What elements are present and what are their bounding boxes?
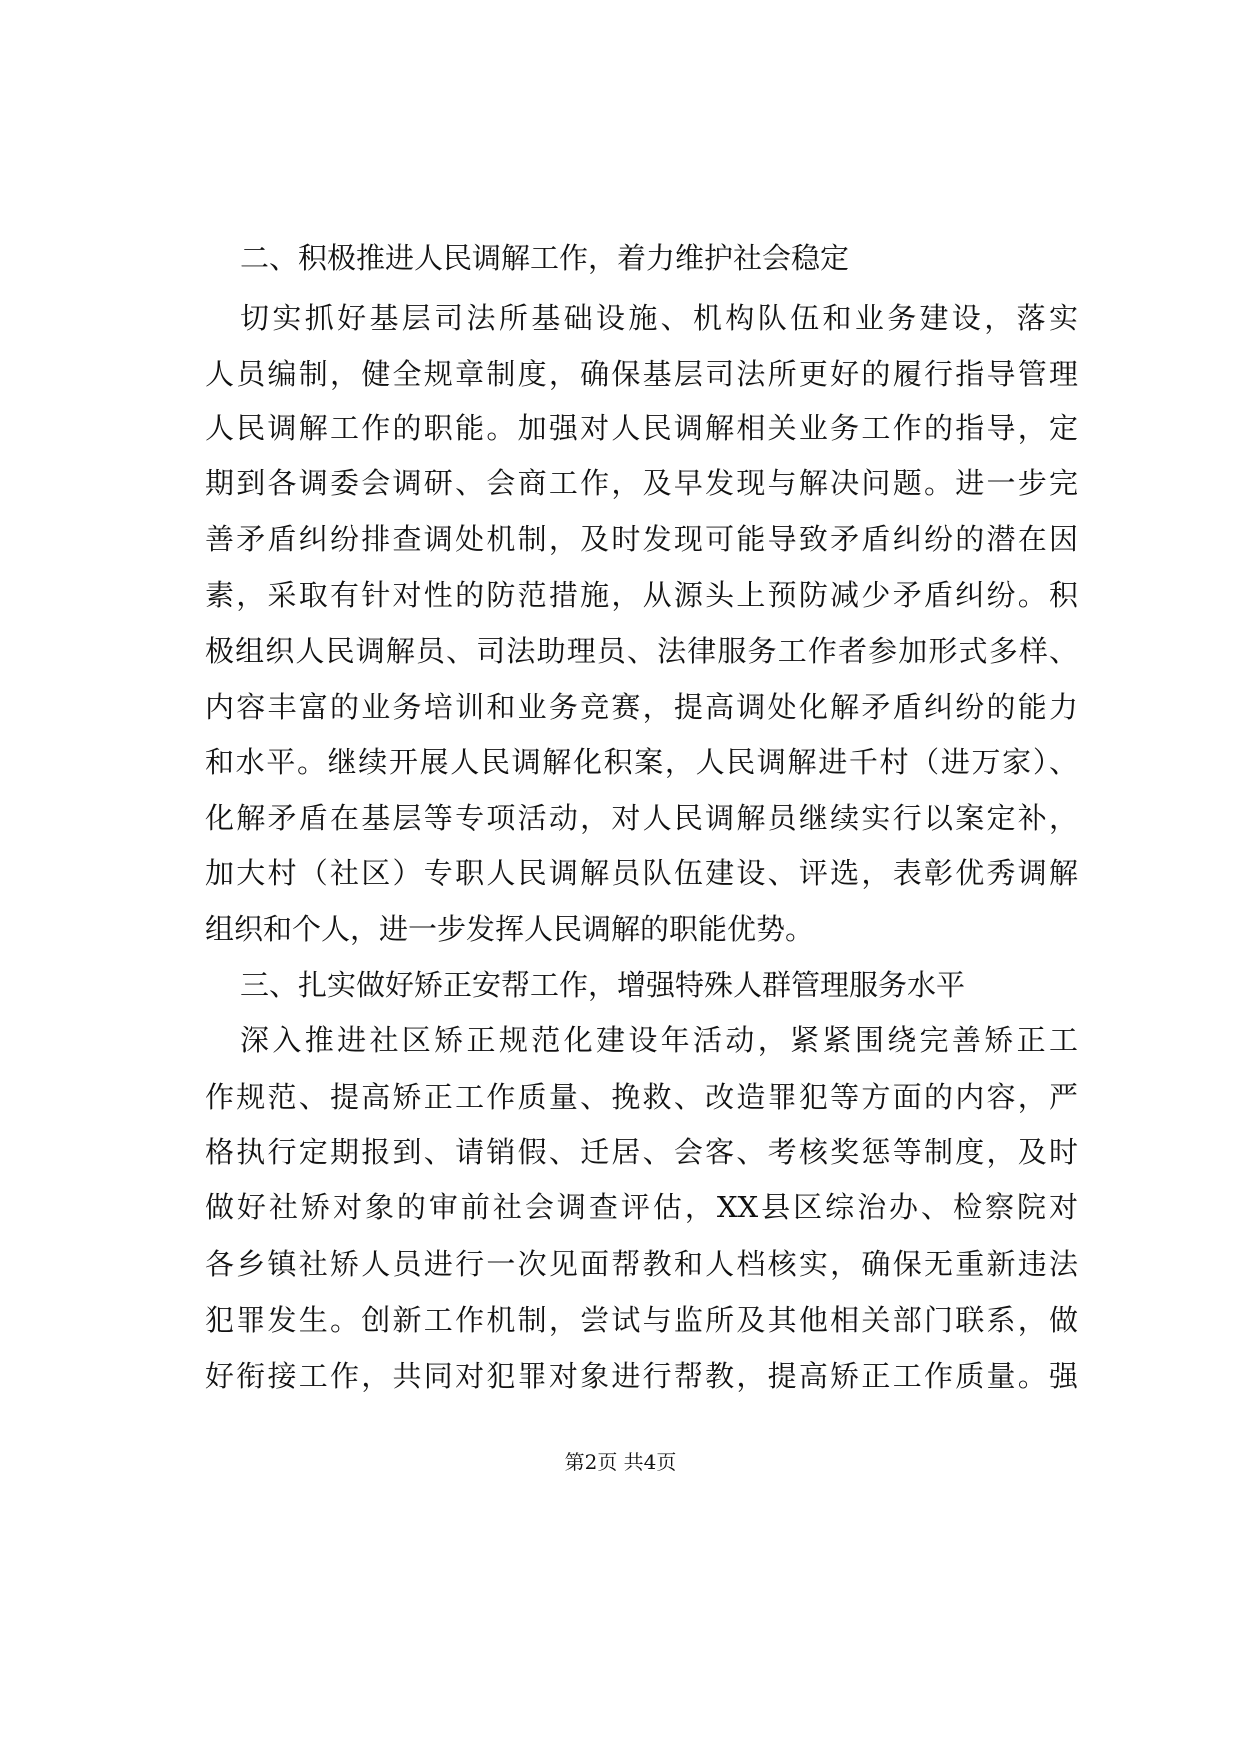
paragraph-line: 切实抓好基层司法所基础设施、机构队伍和业务建设，落实: [240, 301, 1078, 335]
paragraph-line: 加大村（社区）专职人民调解员队伍建设、评选，表彰优秀调解: [205, 856, 1078, 890]
paragraph-line: 犯罪发生。创新工作机制，尝试与监所及其他相关部门联系，做: [205, 1303, 1078, 1337]
section-heading: 二、积极推进人民调解工作，着力维护社会稳定: [240, 241, 850, 275]
paragraph-line: 化解矛盾在基层等专项活动，对人民调解员继续实行以案定补，: [205, 801, 1078, 835]
paragraph-line: 各乡镇社矫人员进行一次见面帮教和人档核实，确保无重新违法: [205, 1247, 1078, 1281]
paragraph-line: 作规范、提高矫正工作质量、挽救、改造罪犯等方面的内容，严: [205, 1080, 1078, 1114]
paragraph-line: 善矛盾纠纷排查调处机制，及时发现可能导致矛盾纠纷的潜在因: [205, 522, 1078, 556]
paragraph-line: 和水平。继续开展人民调解化积案，人民调解进千村（进万家）、: [205, 745, 1078, 779]
section-heading: 三、扎实做好矫正安帮工作，增强特殊人群管理服务水平: [240, 968, 966, 1002]
paragraph-line: 素，采取有针对性的防范措施，从源头上预防减少矛盾纠纷。积: [205, 578, 1078, 612]
paragraph-line: 人员编制，健全规章制度，确保基层司法所更好的履行指导管理: [205, 357, 1078, 391]
paragraph-line: 极组织人民调解员、司法助理员、法律服务工作者参加形式多样、: [205, 634, 1078, 668]
paragraph-line: 深入推进社区矫正规范化建设年活动，紧紧围绕完善矫正工: [240, 1023, 1078, 1057]
paragraph-line: 格执行定期报到、请销假、迁居、会客、考核奖惩等制度，及时: [205, 1135, 1078, 1169]
paragraph-line: 组织和个人，进一步发挥人民调解的职能优势。: [205, 912, 815, 946]
paragraph-line: 好衔接工作，共同对犯罪对象进行帮教，提高矫正工作质量。强: [205, 1359, 1078, 1393]
paragraph-line: 期到各调委会调研、会商工作，及早发现与解决问题。进一步完: [205, 466, 1078, 500]
paragraph-line: 做好社矫对象的审前社会调查评估，XX县区综治办、检察院对: [205, 1190, 1078, 1224]
paragraph-line: 内容丰富的业务培训和业务竞赛，提高调处化解矛盾纠纷的能力: [205, 690, 1078, 724]
paragraph-line: 人民调解工作的职能。加强对人民调解相关业务工作的指导，定: [205, 411, 1078, 445]
page-footer: 第2页 共4页: [564, 1450, 677, 1474]
